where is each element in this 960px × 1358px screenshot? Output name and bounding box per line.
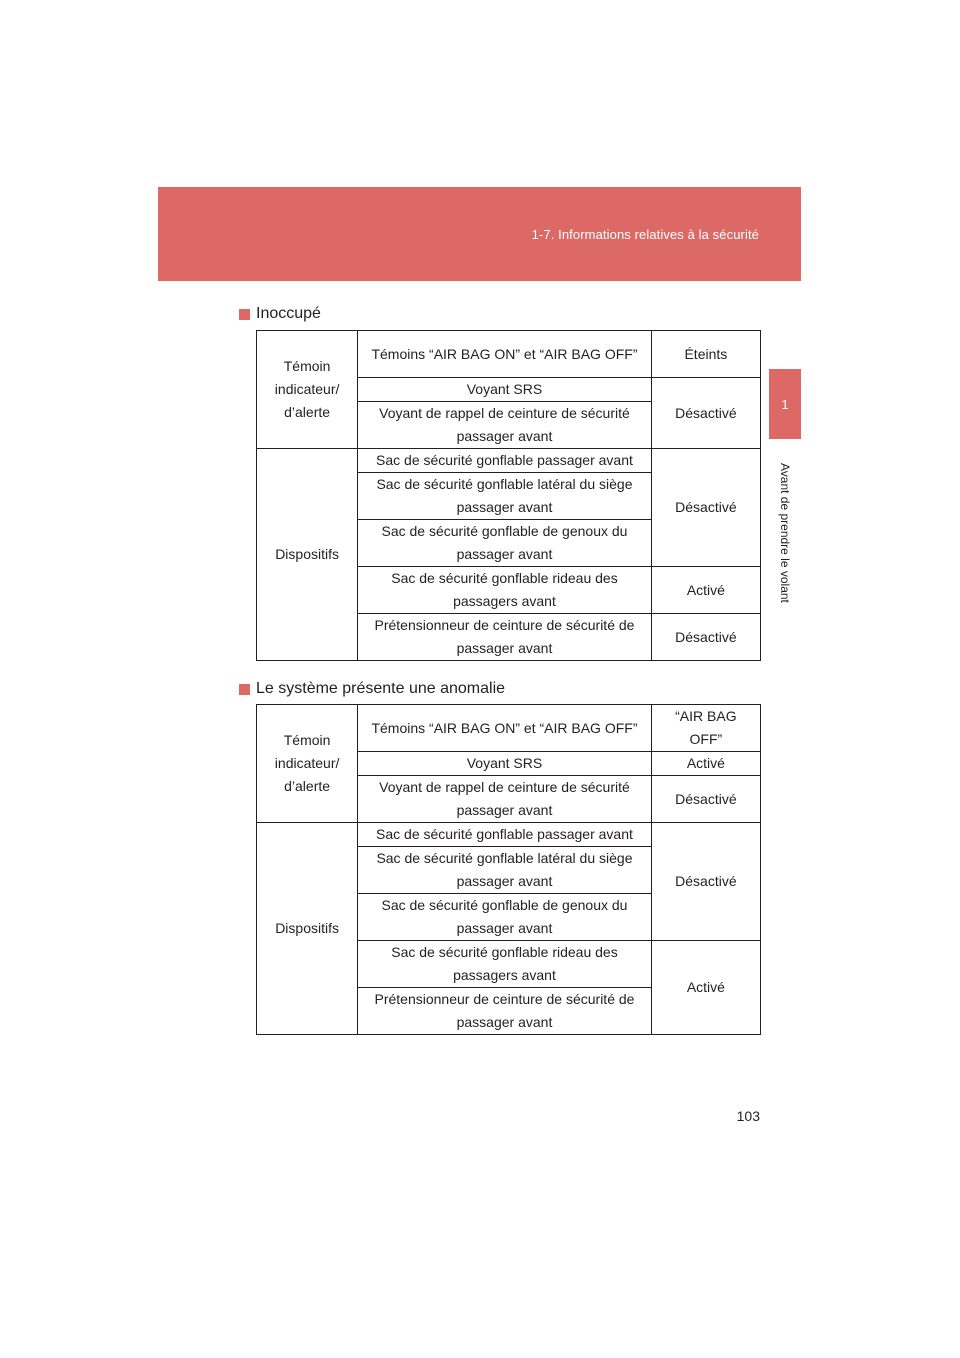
row-item: Prétensionneur de ceinture de sécurité de passager avant <box>358 988 652 1035</box>
section-heading-malfunction <box>239 680 505 698</box>
row-status: “AIR BAG OFF” <box>651 705 760 752</box>
row-item: Sac de sécurité gonflable de genoux du passager avant <box>358 894 652 941</box>
square-bullet-icon <box>239 309 250 320</box>
row-item: Sac de sécurité gonflable passager avant <box>358 449 652 473</box>
devices-label: Dispositifs <box>257 823 358 1035</box>
section-heading-unoccupied <box>239 305 321 323</box>
row-item: Sac de sécurité gonflable passager avant <box>358 823 652 847</box>
row-status: Activé <box>651 941 760 1035</box>
row-status: Activé <box>651 752 760 776</box>
section-heading-text: Inoccupé <box>256 305 321 322</box>
row-status: Désactivé <box>651 776 760 823</box>
chapter-side-label-text: Avant de prendre le volant <box>778 462 792 603</box>
indicators-label: Témoin indicateur/ d’alerte <box>257 705 358 823</box>
row-item: Sac de sécurité gonflable de genoux du passager avant <box>358 520 652 567</box>
row-status: Désactivé <box>651 378 760 449</box>
row-item: Sac de sécurité gonflable rideau des passagers avant <box>358 941 652 988</box>
chapter-title: 1-7. Informations relatives à la sécurité <box>531 227 759 242</box>
row-item: Voyant de rappel de ceinture de sécurité passager avant <box>358 776 652 823</box>
row-status: Activé <box>651 567 760 614</box>
status-table-unoccupied <box>256 330 761 661</box>
row-item: Voyant SRS <box>358 378 652 402</box>
devices-label: Dispositifs <box>257 449 358 661</box>
row-item: Sac de sécurité gonflable latéral du siège passager avant <box>358 473 652 520</box>
row-item: Témoins “AIR BAG ON” et “AIR BAG OFF” <box>358 705 652 752</box>
row-item: Sac de sécurité gonflable latéral du siège passager avant <box>358 847 652 894</box>
status-table-malfunction <box>256 704 761 1035</box>
chapter-number-tab: 1 <box>769 369 801 439</box>
row-item: Témoins “AIR BAG ON” et “AIR BAG OFF” <box>358 331 652 378</box>
table-row <box>257 705 761 752</box>
row-status: Désactivé <box>651 823 760 941</box>
table-row <box>257 823 761 847</box>
indicators-label: Témoin indicateur/ d’alerte <box>257 331 358 449</box>
row-status: Désactivé <box>651 449 760 567</box>
row-item: Sac de sécurité gonflable rideau des passagers avant <box>358 567 652 614</box>
row-status: Désactivé <box>651 614 760 661</box>
chapter-side-label <box>760 450 810 615</box>
page-number: 103 <box>736 1108 760 1124</box>
chapter-header-band <box>158 187 801 281</box>
row-item: Prétensionneur de ceinture de sécurité de passager avant <box>358 614 652 661</box>
section-heading-text: Le système présente une anomalie <box>256 680 506 697</box>
square-bullet-icon <box>239 684 250 695</box>
row-status: Éteints <box>651 331 760 378</box>
table-row <box>257 331 761 378</box>
table-row <box>257 449 761 473</box>
row-item: Voyant de rappel de ceinture de sécurité passager avant <box>358 402 652 449</box>
row-item: Voyant SRS <box>358 752 652 776</box>
